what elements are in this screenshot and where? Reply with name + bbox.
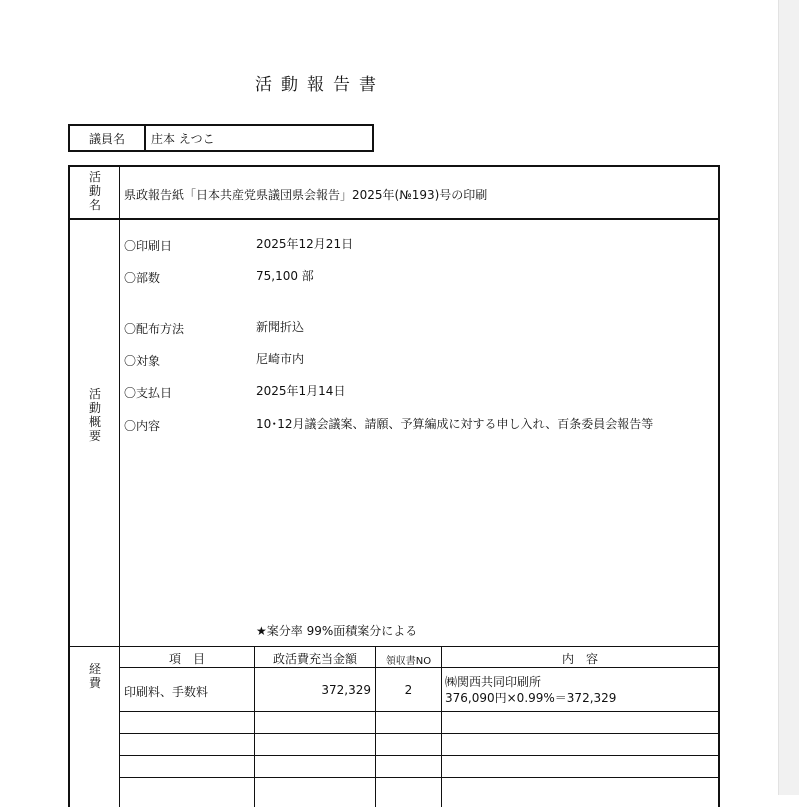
expense-row-divider (119, 733, 718, 734)
detail-value: 尼崎市内 (256, 352, 305, 366)
activity-table (68, 165, 720, 807)
activity-name-label: 活 動 名 (88, 170, 101, 212)
detail-value: 2025年1月14日 (256, 384, 346, 398)
expense-header-item: 項 目 (168, 652, 205, 666)
expense-col-divider (254, 646, 255, 807)
detail-label: 〇内容 (124, 419, 161, 433)
expense-col-divider (441, 646, 442, 807)
member-box (68, 124, 374, 152)
activity-name: 県政報告紙「日本共産党県議団県会報告」2025年(№193)号の印刷 (124, 188, 488, 202)
expense-label: 経 費 (88, 662, 101, 690)
member-label: 議員名 (70, 126, 146, 150)
expense-row-divider (119, 777, 718, 778)
detail-label: 〇対象 (124, 354, 161, 368)
detail-value: 75,100 部 (256, 269, 314, 283)
vertical-scrollbar[interactable] (778, 0, 799, 795)
expense-row-divider (119, 755, 718, 756)
activity-name-row-divider (70, 218, 718, 220)
detail-label: 〇部数 (124, 271, 161, 285)
expense-content-calc: 376,090円×0.99%＝372,329 (445, 691, 617, 705)
expense-row-divider (119, 711, 718, 712)
summary-row-divider (70, 646, 718, 647)
detail-label: 〇支払日 (124, 386, 173, 400)
expense-header-receipt: 領収書NO (385, 656, 432, 667)
expense-receipt-no: 2 (404, 683, 413, 697)
expense-item: 印刷料、手数料 (124, 685, 209, 699)
detail-value: 新聞折込 (256, 320, 305, 334)
detail-label: 〇印刷日 (124, 239, 173, 253)
detail-value: 10･12月議会議案、請願、予算編成に対する申し入れ、百条委員会報告等 (256, 417, 654, 431)
document-title: 活動報告書 (255, 75, 385, 95)
expense-col-divider (375, 646, 376, 807)
expense-amount: 372,329 (321, 683, 371, 697)
expense-content-vendor: ㈱関西共同印刷所 (445, 675, 542, 689)
member-name: 庄本 えつこ (151, 131, 215, 146)
summary-label: 活 動 概 要 (88, 387, 101, 443)
detail-label: 〇配布方法 (124, 322, 185, 336)
expense-header-content: 内 容 (561, 652, 598, 666)
allocation-note: ★案分率 99%面積案分による (256, 624, 418, 638)
expense-header-divider (119, 667, 718, 668)
expense-header-amount: 政活費充当金額 (272, 652, 357, 666)
detail-value: 2025年12月21日 (256, 237, 354, 251)
